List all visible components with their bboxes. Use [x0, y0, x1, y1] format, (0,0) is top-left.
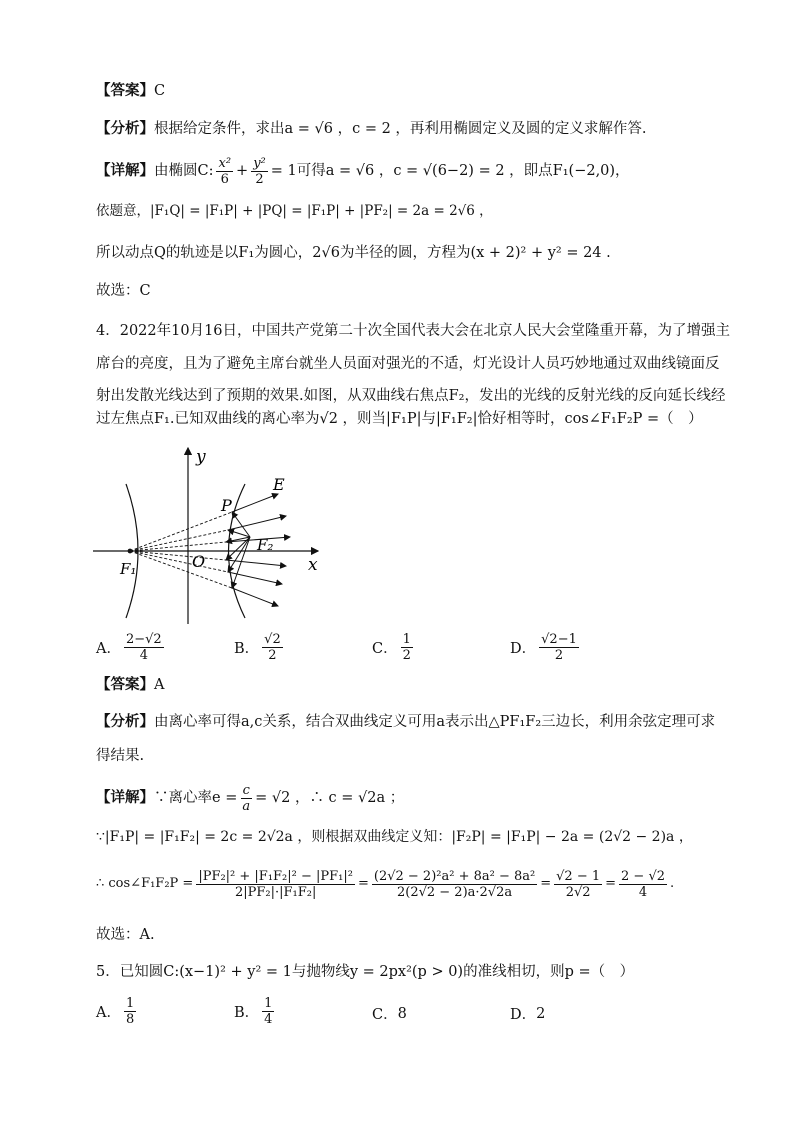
q3-detail-prefix: 由椭圆C: [154, 163, 214, 179]
q4-detail-line3: ∴ cos∠F₁F₂P = $\frac{\text{|PF₂|² + |F₁F₂|² − |PF₁|²}}{\text{2|PF₂|·|F₁F₂|}}$ = $\frac{\text{(2√2 − 2)²a² + 8a² − 8a²}}{2(2√2 - 2)a\cdot 2√2a}$ = $\frac{√2 - 1}{2√2}$ = $\frac{2 - √2}{4}$ . [96, 868, 675, 900]
ellipse-x-term: $\frac{\text{x²}}{6}$ [218, 155, 232, 187]
cos-fraction-2: $\frac{\text{(2√2 − 2)²a² + 8a² − 8a²}}{2(2√2 - 2)a\cdot 2√2a}$ [373, 868, 536, 900]
q5-option-a[interactable]: A． $\frac{1}{8}$ [96, 996, 135, 1027]
q3-answer: C [154, 83, 166, 99]
q3-answer-line [96, 81, 165, 101]
q4-option-d[interactable]: D． $\frac{√2-1}{2}$ [510, 632, 577, 663]
q4-answer: A [154, 677, 165, 693]
label-f1: F₁ [120, 560, 137, 578]
q4-stem-line2: 席台的亮度，且为了避免主席台就坐人员面对强光的不适，灯光设计人员巧妙地通过双曲线镜面反 [96, 356, 720, 372]
focus-f1-point [128, 549, 133, 554]
cos-fraction-4: $\frac{2 - √2}{4}$ [621, 868, 666, 900]
q3-detail-line: 【详解】 由椭圆C: $\frac{\text{x²}}{6}$ + $\frac{\text{y²}}{2}$ = 1可得a = √6 ，c = √(6−2) = 2 ，即点F₁(−2,0)， [96, 155, 630, 187]
q4-conclusion: 故选：A. [96, 927, 155, 943]
q5-option-d[interactable]: D． 2 [510, 1005, 546, 1023]
q4-analysis-line2: 得结果. [96, 748, 145, 764]
q5-option-b[interactable]: B． $\frac{1}{4}$ [234, 996, 273, 1027]
q3-analysis-text: 根据给定条件，求出a = √6 ，c = 2 ，再利用椭圆定义及圆的定义求解作答. [154, 121, 647, 137]
q4-stem-line4: 过左焦点F₁.已知双曲线的离心率为√2 ，则当|F₁P|与|F₁F₂|恰好相等时，cos∠F₁F₂P =（ ） [96, 411, 703, 427]
q3-detail-eq: = 1可得a = √6 ，c = √(6−2) = 2 ，即点F₁(−2,0)， [270, 163, 630, 179]
q3-conclusion: 故选：C [96, 283, 151, 299]
e-fraction: $\frac{c}{a}$ [242, 782, 251, 814]
dashed-rays [130, 512, 232, 588]
detail-tag: 【详解】 [96, 162, 154, 179]
label-o: O [192, 552, 206, 571]
q3-detail-line3: 所以动点Q的轨迹是以F₁为圆心，2√6为半径的圆，方程为(x + 2)² + y² = 24 . [96, 245, 611, 261]
label-x: x [308, 555, 318, 575]
cos-fraction-1: $\frac{\text{|PF₂|² + |F₁F₂|² − |PF₁|²}}{\text{2|PF₂|·|F₁F₂|}}$ [198, 868, 353, 900]
q3-detail-line2: 依题意，|F₁Q| = |F₁P| + |PQ| = |F₁P| + |PF₂| = 2a = 2√6 ， [96, 203, 493, 219]
q4-answer-line: 【答案】A [96, 676, 165, 693]
q4-option-a[interactable]: A． $\frac{2-√2}{4}$ [96, 632, 162, 663]
q4-stem-line3: 射出发散光线达到了预期的效果.如图，从双曲线右焦点F₂，发出的光线的反射光线的反向延长线经 [96, 388, 726, 404]
q4-option-b[interactable]: B． $\frac{√2}{2}$ [234, 632, 281, 663]
analysis-tag: 【分析】 [96, 120, 154, 137]
q4-analysis-text: 由离心率可得a,c关系，结合双曲线定义可用a表示出△PF₁F₂三边长，利用余弦定理可求 [154, 714, 716, 730]
label-y: y [196, 447, 206, 467]
label-p: P [221, 496, 232, 515]
answer-tag: 【答案】 [96, 82, 154, 99]
ellipse-y-term: $\frac{\text{y²}}{2}$ [253, 155, 266, 187]
q5-stem: 5．已知圆C:(x−1)² + y² = 1与抛物线y = 2px²(p > 0)的准线相切，则p =（ ） [96, 964, 635, 980]
q4-detail-line1: 【详解】 ∵离心率e = $\frac{c}{a}$ = √2 ，∴ c = √2a ； [96, 782, 405, 814]
q5-option-c[interactable]: C． 8 [372, 1005, 407, 1023]
q4-stem-line1: 4．2022年10月16日，中国共产党第二十次全国代表大会在北京人民大会堂隆重开幕，为了增强主 [96, 323, 731, 339]
label-e: E [273, 475, 285, 494]
q4-analysis-line1: 【分析】由离心率可得a,c关系，结合双曲线定义可用a表示出△PF₁F₂三边长，利用余弦定理可求 [96, 713, 716, 730]
hyperbola-figure [90, 442, 330, 627]
q4-detail-line2: ∵|F₁P| = |F₁F₂| = 2c = 2√2a ，则根据双曲线定义知：|F₂P| = |F₁P| − 2a = (2√2 − 2)a ， [96, 829, 693, 845]
q3-analysis-line [96, 119, 647, 139]
label-f2: F₂ [257, 536, 274, 554]
cos-fraction-3: $\frac{√2 - 1}{2√2}$ [556, 868, 601, 900]
q4-option-c[interactable]: C． $\frac{1}{2}$ [372, 632, 411, 663]
